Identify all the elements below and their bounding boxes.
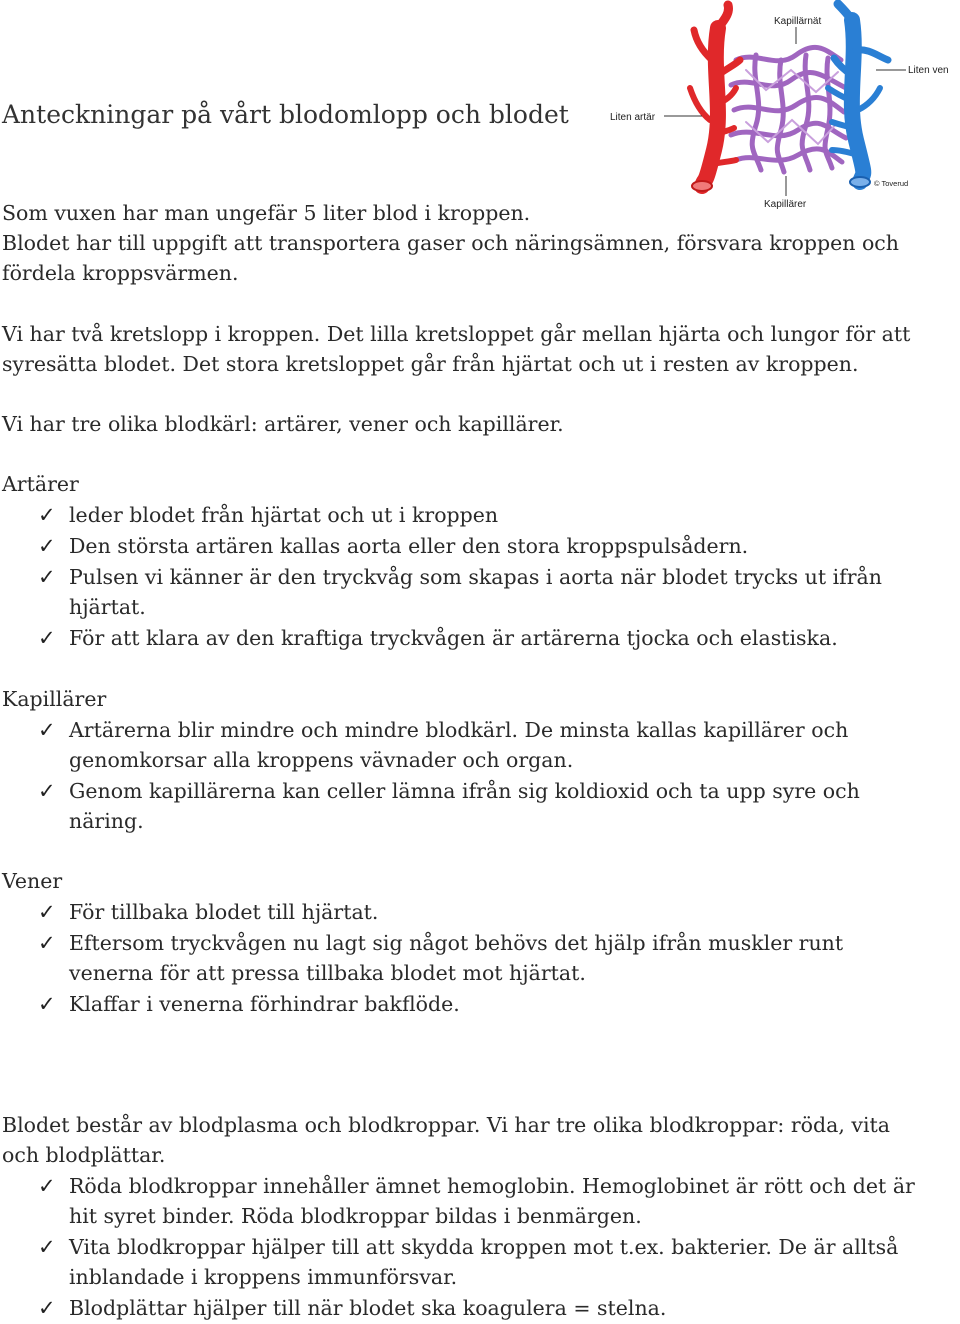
section-heading-artarer: Artärer <box>2 472 79 496</box>
check-icon: ✓ <box>38 534 56 558</box>
capillary-network-figure <box>606 0 960 215</box>
artery-opening <box>692 181 712 191</box>
check-icon: ✓ <box>38 992 56 1016</box>
list-item: Pulsen vi känner är den tryckvåg som skapas i aorta när blodet trycks ut ifrån <box>69 565 882 589</box>
paragraph-line: fördela kroppsvärmen. <box>2 261 239 285</box>
check-icon: ✓ <box>38 779 56 803</box>
copyright-text: © Toverud <box>874 179 909 188</box>
paragraph-line: Vi har två kretslopp i kroppen. Det lilla kretsloppet går mellan hjärta och lungor för att <box>2 322 911 346</box>
section-heading-kapillarer: Kapillärer <box>2 687 107 711</box>
check-icon: ✓ <box>38 900 56 924</box>
paragraph-line: och blodplättar. <box>2 1143 166 1167</box>
paragraph-line: Blodet består av blodplasma och blodkroppar. Vi har tre olika blodkroppar: röda, vita <box>2 1113 890 1137</box>
check-icon: ✓ <box>38 1174 56 1198</box>
check-icon: ✓ <box>38 931 56 955</box>
list-item-continuation: genomkorsar alla kroppens vävnader och organ. <box>69 748 574 772</box>
list-item-continuation: inblandade i kroppens immunförsvar. <box>69 1265 458 1289</box>
list-item: För att klara av den kraftiga tryckvågen är artärerna tjocka och elastiska. <box>69 626 838 650</box>
section-heading-vener: Vener <box>2 869 63 893</box>
vein-opening <box>850 177 870 187</box>
list-item: Vita blodkroppar hjälper till att skydda kroppen mot t.ex. bakterier. De är alltså <box>69 1235 899 1259</box>
paragraph-line: Blodet har till uppgift att transportera gaser och näringsämnen, försvara kroppen och <box>2 231 899 255</box>
list-item: Genom kapillärerna kan celler lämna ifrån sig koldioxid och ta upp syre och <box>69 779 860 803</box>
list-item: Den största artären kallas aorta eller den stora kroppspulsådern. <box>69 534 749 558</box>
check-icon: ✓ <box>38 718 56 742</box>
list-item: Blodplättar hjälper till när blodet ska koagulera = stelna. <box>69 1296 667 1320</box>
label-capillary-net: Kapillärnät <box>774 16 822 27</box>
list-item: Eftersom tryckvågen nu lagt sig något behövs det hjälp ifrån muskler runt <box>69 931 844 955</box>
check-icon: ✓ <box>38 626 56 650</box>
label-small-artery: Liten artär <box>610 112 656 123</box>
list-item-continuation: hjärtat. <box>69 595 146 619</box>
list-item: leder blodet från hjärtat och ut i kroppen <box>69 503 499 527</box>
list-item-continuation: hit syret binder. Röda blodkroppar bildas i benmärgen. <box>69 1204 642 1228</box>
list-item: För tillbaka blodet till hjärtat. <box>69 900 379 924</box>
list-item-continuation: venerna för att pressa tillbaka blodet mot hjärtat. <box>69 961 586 985</box>
list-item-continuation: näring. <box>69 809 144 833</box>
paragraph-line: syresätta blodet. Det stora kretsloppet går från hjärtat och ut i resten av kroppen. <box>2 352 859 376</box>
check-icon: ✓ <box>38 565 56 589</box>
label-small-vein: Liten ven <box>908 65 949 76</box>
capillary-diagram <box>606 0 960 215</box>
paragraph-line: Som vuxen har man ungefär 5 liter blod i kroppen. <box>2 201 531 225</box>
check-icon: ✓ <box>38 1296 56 1320</box>
artery-vessel <box>690 5 740 186</box>
page-title: Anteckningar på vårt blodomlopp och blodet <box>2 100 569 129</box>
paragraph-line: Vi har tre olika blodkärl: artärer, vener och kapillärer. <box>2 412 564 436</box>
check-icon: ✓ <box>38 503 56 527</box>
check-icon: ✓ <box>38 1235 56 1259</box>
list-item: Röda blodkroppar innehåller ämnet hemoglobin. Hemoglobinet är rött och det är <box>69 1174 915 1198</box>
list-item: Artärerna blir mindre och mindre blodkärl. De minsta kallas kapillärer och <box>69 718 849 742</box>
capillary-mesh <box>731 47 846 172</box>
label-capillaries: Kapillärer <box>764 199 807 210</box>
list-item: Klaffar i venerna förhindrar bakflöde. <box>69 992 460 1016</box>
